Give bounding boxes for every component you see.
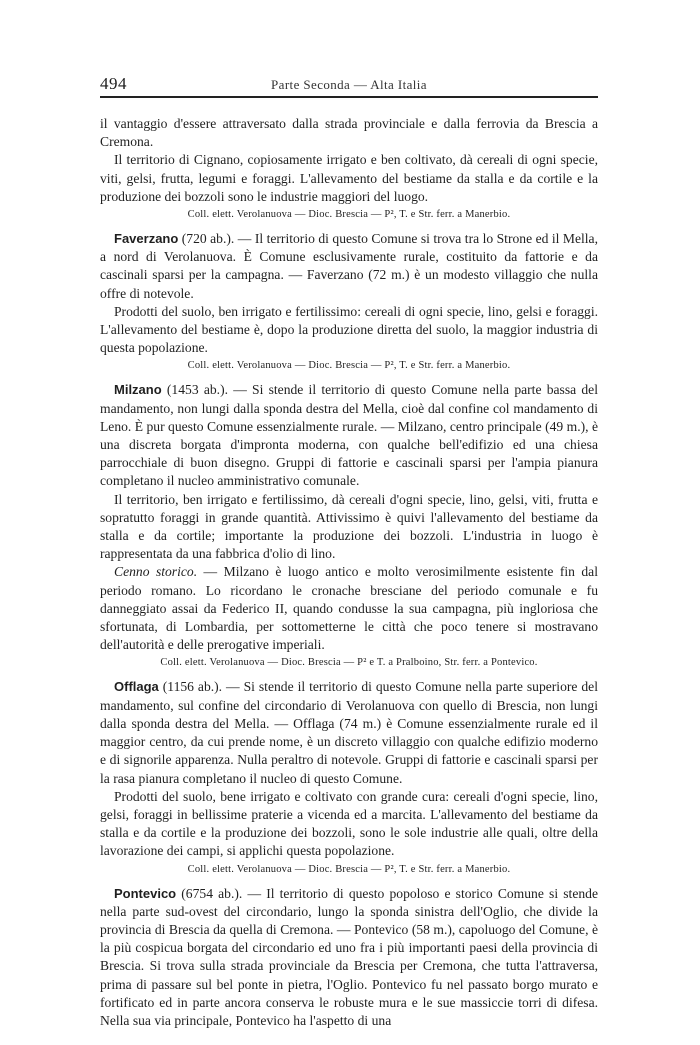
- comune-name: Offlaga: [114, 679, 159, 695]
- page-body: [100, 115, 598, 1030]
- comune-entry: [100, 381, 598, 490]
- collegio-note: Coll. elett. Verolanuova — Dioc. Brescia — P², T. e Str. ferr. a Manerbio.: [187, 360, 511, 372]
- comune-name: Milzano: [114, 382, 162, 398]
- page-header: [100, 74, 598, 98]
- body-paragraph: Prodotti del suolo, bene irrigato e coltivato con grande cura: cereali d'ogni specie, lino, gelsi, foraggi in bellissime praterie a vicenda ed a marcita. L'allevamento del bestiame da stalla e da cortile e la produzione dei bozzoli, sono le sole industrie alle quali, oltre della lavorazione dei campi, si applichi questa popolazione.: [100, 788, 598, 859]
- comune-entry: [100, 230, 598, 303]
- body-paragraph: Il territorio di Cignano, copiosamente irrigato e ben coltivato, dà cereali di ogni specie, viti, gelsi, frutta, legumi e foraggi. L'allevamento del bestiame da stalla e da cortile e la produzione dei bozzoli sono le industrie maggiori del luogo.: [100, 152, 598, 204]
- collegio-note: Coll. elett. Verolanuova — Dioc. Brescia — P², T. e Str. ferr. a Manerbio.: [187, 209, 511, 221]
- comune-name: Faverzano: [114, 231, 179, 247]
- historical-label: Cenno storico.: [114, 564, 198, 580]
- historical-note: [100, 563, 598, 654]
- historical-text: — Milzano è luogo antico e molto verosimilmente esistente fin dal periodo romano. Lo ricordano le cronache bresciane del periodo comunale e fu danneggiato assai da Federico II, quando condusse la sua campagna, più ingloriosa che sfortunata, di Lombardia, per sottometterne le città che poco tenere si mostravano dell'autorità e delle prerogative imperiali.: [100, 564, 598, 653]
- comune-entry: [100, 885, 598, 1031]
- comune-entry: [100, 678, 598, 787]
- page-number: 494: [100, 74, 127, 93]
- comune-name: Pontevico: [114, 885, 177, 901]
- collegio-note: Coll. elett. Verolanuova — Dioc. Brescia — P² e T. a Pralboino, Str. ferr. a Pontevico.: [160, 657, 538, 669]
- running-title: Parte Seconda — Alta Italia: [271, 77, 427, 92]
- body-paragraph: Il territorio, ben irrigato e fertilissimo, dà cereali d'ogni specie, lino, gelsi, viti, frutta e sopratutto foraggi in grande quantità. Attivissimo è quivi l'allevamento del bestiame da stalla e da cortile; importante la produzione dei bozzoli. L'industria in luogo è rappresentata da una fabbrica d'olio di lino.: [100, 491, 598, 562]
- entry-text: (1453 ab.). — Si stende il territorio di questo Comune nella parte bassa del mandamento, non lungi dalla sponda destra del Mella, cioè dal confine col mandamento di Leno. È pur questo Comune essenzialmente rurale. — Milzano, centro principale (49 m.), è una discreta borgata d'impronta moderna, con qualche bell'edifizio ed una chiesa parrocchiale di buon disegno. Gruppi di fattorie e cascinali sparsi per l'ampia pianura completano il nucleo amministrativo comunale.: [100, 382, 598, 489]
- entry-text: (1156 ab.). — Si stende il territorio di questo Comune nella parte superiore del mandamento, sul confine del circondario di Verolanuova con quello di Brescia, non lungi dalla sponda destra del Mella. — Offlaga (74 m.) è Comune essenzialmente rurale ed il maggior centro, da cui prende nome, è un discreto villaggio con qualche edifizio moderno e di signorile apparenza. Nulla peraltro di notevole. Gruppi di fattorie e cascinali sparsi per la rasa pianura completano il nucleo di questo Comune.: [100, 679, 598, 786]
- body-paragraph: il vantaggio d'essere attraversato dalla strada provinciale e dalla ferrovia da Brescia a Cremona.: [100, 116, 598, 150]
- body-paragraph: Prodotti del suolo, ben irrigato e fertilissimo: cereali di ogni specie, lino, gelsi e foraggi. L'allevamento del bestiame è, dopo la produzione diretta del suolo, la maggior industria di questa popolazione.: [100, 303, 598, 356]
- entry-text: (6754 ab.). — Il territorio di questo popoloso e storico Comune si stende nella parte sud-ovest del circondario, lungo la sponda sinistra dell'Oglio, che divide la provincia di Brescia da quella di Cremona. — Pontevico (58 m.), capoluogo del Comune, è la più cospicua borgata del circondario ed uno fra i più importanti paesi della provincia di Brescia. Si trova sulla strada provinciale da Brescia per Cremona, che tutta l'attraversa, prima di passare sul bel ponte in pietra, l'Oglio. Pontevico fu nel passato borgo murato e fortificato ed in parte ancora conserva le robuste mura e le sue massiccie torri di difesa. Nella sua via principale, Pontevico ha l'aspetto di una: [100, 885, 598, 1028]
- collegio-note: Coll. elett. Verolanuova — Dioc. Brescia — P², T. e Str. ferr. a Manerbio.: [187, 863, 511, 875]
- entry-text: (720 ab.). — Il territorio di questo Comune si trova tra lo Strone ed il Mella, a nord di Verolanuova. È Comune esclusivamente rurale, costituito da fattorie e da cascinali sparsi per la campagna. — Faverzano (72 m.) è un modesto villaggio che nulla offre di notevole.: [100, 231, 598, 301]
